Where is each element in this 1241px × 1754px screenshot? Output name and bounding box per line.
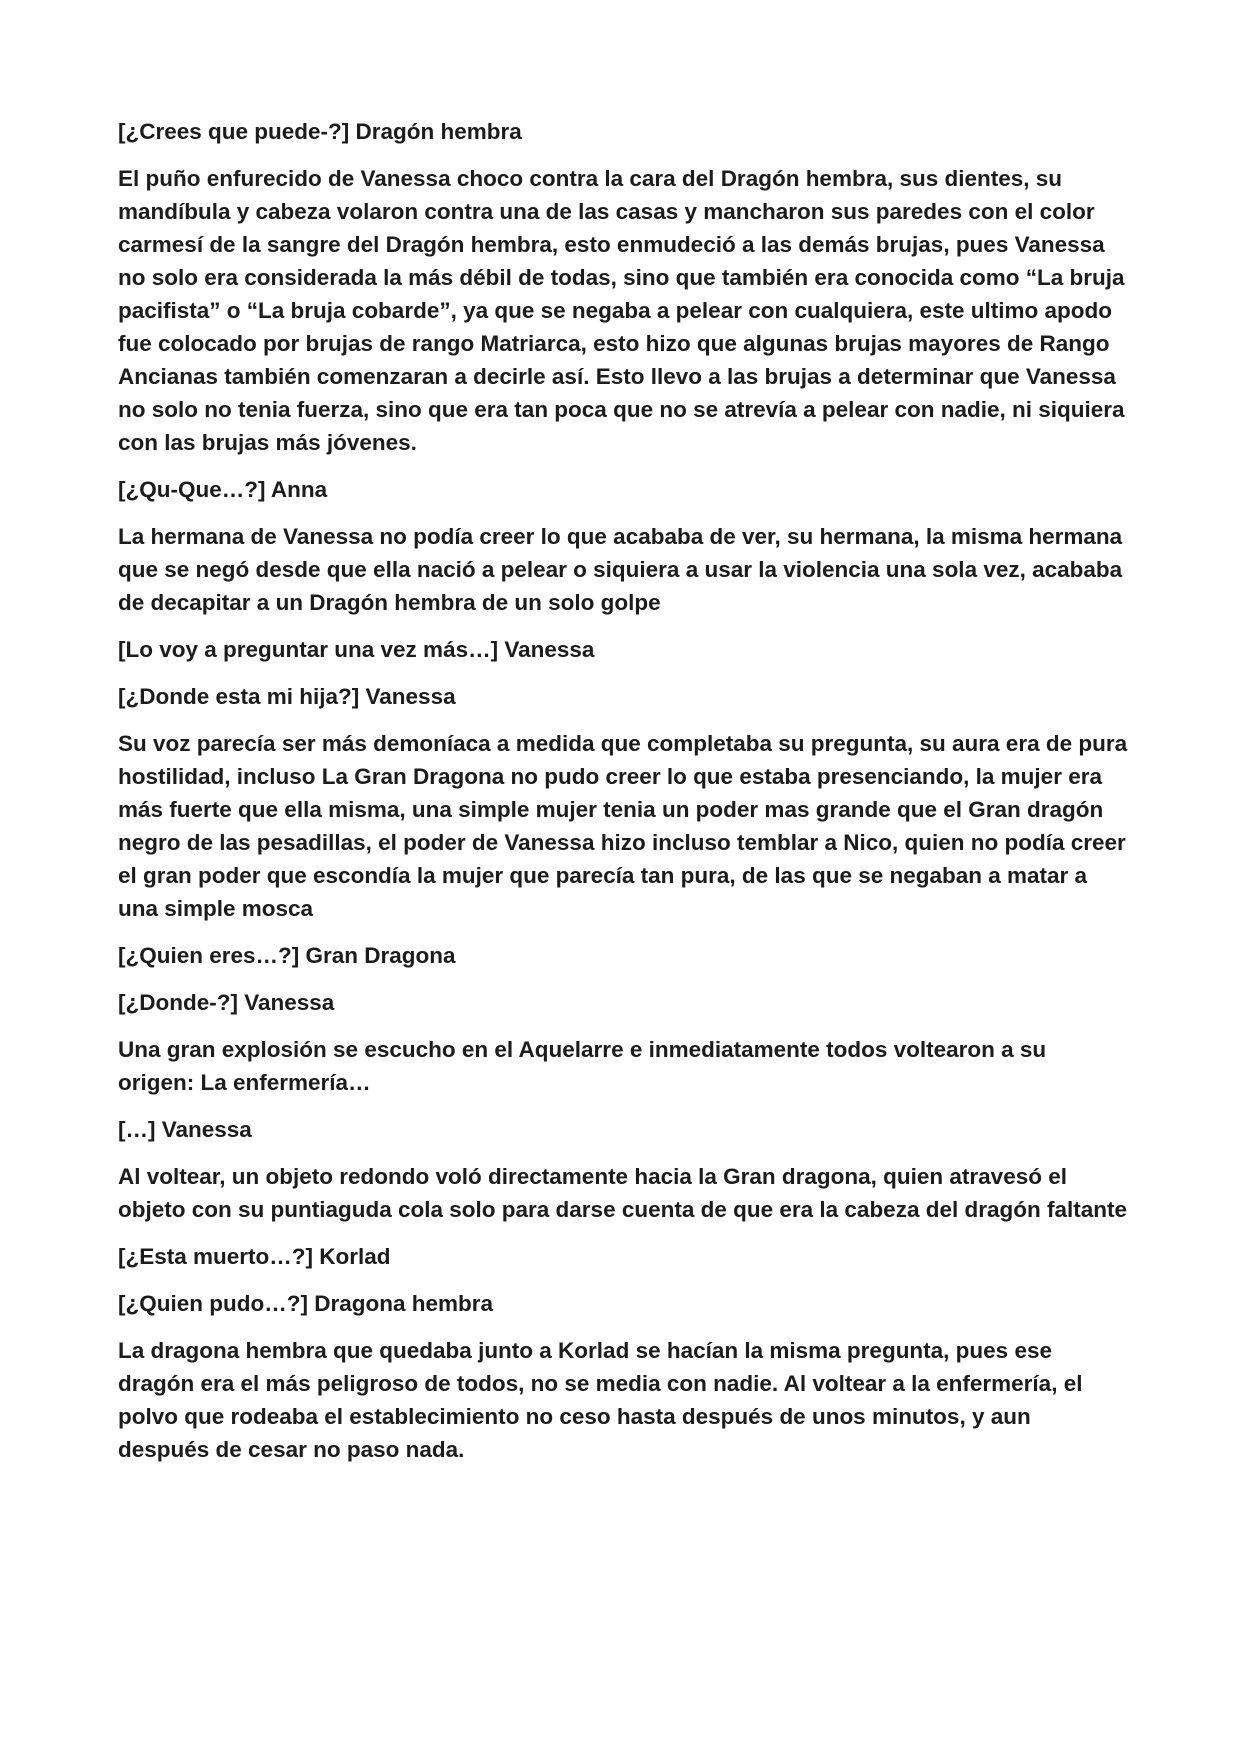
dialogue-line: […] Vanessa [118, 1117, 252, 1142]
narrative-paragraph: El puño enfurecido de Vanessa choco contra la cara del Dragón hembra, sus dientes, su mandíbula y cabeza volaron contra una de las casas y mancharon sus paredes con el color carmesí de la sangre del Dragón hembra, esto enmudeció a las demás brujas, pues Vanessa no solo era considerada la más débil de todas, sino que también era conocida como “La bruja pacifista” o “La bruja cobarde”, ya que se negaba a pelear con cualquiera, este ultimo apodo fue colocado por brujas de rango Matriarca, esto hizo que algunas brujas mayores de Rango Ancianas también comenzaran a decirle así. Esto llevo a las brujas a determinar que Vanessa no solo no tenia fuerza, sino que era tan poca que no se atrevía a pelear con nadie, ni siquiera con las brujas más jóvenes. [118, 166, 1125, 455]
dialogue-line: [Lo voy a preguntar una vez más…] Vanessa [118, 637, 595, 662]
dialogue-line: [¿Esta muerto…?] Korlad [118, 1244, 391, 1269]
narrative-paragraph: La hermana de Vanessa no podía creer lo que acababa de ver, su hermana, la misma hermana que se negó desde que ella nació a pelear o siquiera a usar la violencia una sola vez, acababa de decapitar a un Dragón hembra de un solo golpe [118, 524, 1123, 615]
dialogue-line: [¿Qu-Que…?] Anna [118, 477, 328, 502]
dialogue-line: [¿Crees que puede-?] Dragón hembra [118, 119, 522, 144]
document-body [118, 115, 1128, 1480]
narrative-paragraph: Al voltear, un objeto redondo voló directamente hacia la Gran dragona, quien atravesó el objeto con su puntiaguda cola solo para darse cuenta de que era la cabeza del dragón faltante [118, 1164, 1127, 1222]
dialogue-line: [¿Donde-?] Vanessa [118, 990, 335, 1015]
dialogue-line: [¿Quien eres…?] Gran Dragona [118, 943, 456, 968]
narrative-paragraph: La dragona hembra que quedaba junto a Korlad se hacían la misma pregunta, pues ese dragón era el más peligroso de todos, no se media con nadie. Al voltear a la enfermería, el polvo que rodeaba el establecimiento no ceso hasta después de unos minutos, y aun después de cesar no paso nada. [118, 1338, 1083, 1462]
dialogue-line: [¿Donde esta mi hija?] Vanessa [118, 684, 456, 709]
narrative-paragraph: Su voz parecía ser más demoníaca a medida que completaba su pregunta, su aura era de pura hostilidad, incluso La Gran Dragona no pudo creer lo que estaba presenciando, la mujer era más fuerte que ella misma, una simple mujer tenia un poder mas grande que el Gran dragón negro de las pesadillas, el poder de Vanessa hizo incluso temblar a Nico, quien no podía creer el gran poder que escondía la mujer que parecía tan pura, de las que se negaban a matar a una simple mosca [118, 731, 1128, 921]
narrative-paragraph: Una gran explosión se escucho en el Aquelarre e inmediatamente todos voltearon a su origen: La enfermería… [118, 1037, 1047, 1095]
dialogue-line: [¿Quien pudo…?] Dragona hembra [118, 1291, 493, 1316]
